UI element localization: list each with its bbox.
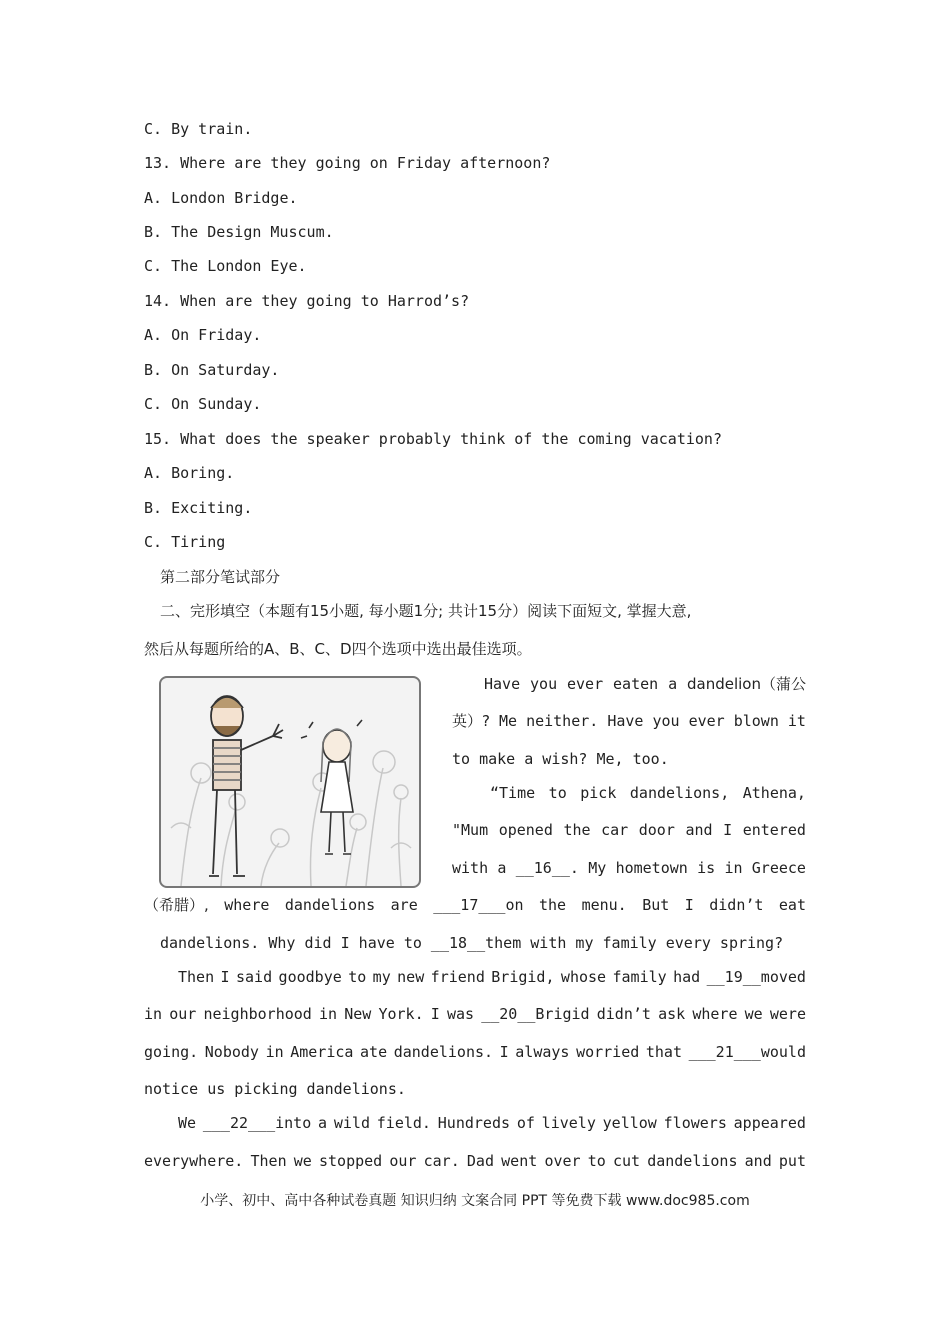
word: entered xyxy=(742,821,806,839)
word: （希腊）, xyxy=(144,896,209,914)
word: We xyxy=(178,1114,197,1132)
passage-line-2 xyxy=(452,711,806,731)
word: __16__. xyxy=(515,859,579,877)
word: opened xyxy=(498,821,553,839)
word: everywhere. xyxy=(144,1152,244,1170)
word: stopped xyxy=(319,1152,383,1170)
word: ___21___would xyxy=(688,1043,806,1061)
word: York. xyxy=(378,1005,424,1023)
passage-line-12: notice us picking dandelions. xyxy=(144,1080,406,1098)
word: car. xyxy=(423,1152,460,1170)
word: eat xyxy=(778,896,806,914)
word: Greece xyxy=(751,859,806,877)
word: goodbye xyxy=(278,968,342,986)
page-footer: 小学、初中、高中各种试卷真题 知识归纳 文案合同 PPT 等免费下载 www.doc985.com xyxy=(200,1193,750,1209)
passage-line-14 xyxy=(144,1151,806,1171)
q14-option-a: A. On Friday. xyxy=(144,326,262,344)
passage-line-13 xyxy=(178,1113,806,1133)
word: hometown xyxy=(615,859,688,877)
word: ___17___on xyxy=(433,896,524,914)
q14-option-c: C. On Sunday. xyxy=(144,395,262,413)
word: put xyxy=(778,1152,806,1170)
word: going. xyxy=(144,1043,199,1061)
passage-line-4 xyxy=(490,783,806,803)
word: didn’t xyxy=(596,1005,651,1023)
q14-question: 14. When are they going to Harrod’s? xyxy=(144,292,470,310)
word: pick xyxy=(580,784,617,802)
word: Nobody xyxy=(204,1043,259,1061)
word: door xyxy=(638,821,675,839)
word: ate xyxy=(360,1043,388,1061)
word: dandelions, xyxy=(629,784,730,802)
word: Have xyxy=(607,712,644,730)
word: I xyxy=(430,1005,440,1023)
word: to xyxy=(587,1152,606,1170)
passage-line-9 xyxy=(178,967,806,987)
q15-option-b: B. Exciting. xyxy=(144,499,253,517)
word: in xyxy=(319,1005,338,1023)
word: didn’t xyxy=(709,896,764,914)
word: lively xyxy=(541,1114,596,1132)
passage-line-11 xyxy=(144,1042,806,1062)
word: Hundreds xyxy=(437,1114,511,1132)
word: went xyxy=(501,1152,538,1170)
word: flowers xyxy=(663,1114,727,1132)
word: a xyxy=(318,1114,328,1132)
word: dandelions. xyxy=(393,1043,494,1061)
word: dandelions xyxy=(647,1152,738,1170)
part2-title: 第二部分笔试部分 xyxy=(160,568,281,586)
word: eaten xyxy=(613,675,659,693)
word: in xyxy=(265,1043,284,1061)
word: "Mum xyxy=(452,821,489,839)
word: ever xyxy=(688,712,725,730)
word: America xyxy=(290,1043,354,1061)
word: in xyxy=(724,859,743,877)
q13-option-c: C. The London Eye. xyxy=(144,257,307,275)
word: you xyxy=(652,712,680,730)
word: you xyxy=(530,675,558,693)
word: in xyxy=(144,1005,163,1023)
word: family xyxy=(612,968,667,986)
word: cut xyxy=(612,1152,641,1170)
passage-line-1 xyxy=(484,674,806,694)
word: our xyxy=(169,1005,197,1023)
word: was xyxy=(446,1005,475,1023)
word: neighborhood xyxy=(203,1005,312,1023)
word: ___22___into xyxy=(202,1114,312,1132)
section2-intro-line1: 二、完形填空（本题有15小题, 每小题1分; 共计15分）阅读下面短文, 掌握大意, xyxy=(160,602,692,620)
word: friend xyxy=(430,968,485,986)
word: appeared xyxy=(733,1114,806,1132)
word: to xyxy=(548,784,567,802)
word: that xyxy=(645,1043,682,1061)
word: ever xyxy=(567,675,604,693)
word: My xyxy=(588,859,607,877)
word: over xyxy=(544,1152,581,1170)
word: menu. xyxy=(581,896,627,914)
word: and xyxy=(685,821,713,839)
passage-line-5 xyxy=(452,820,806,840)
word: worried xyxy=(576,1043,640,1061)
passage-line-7 xyxy=(144,895,806,915)
word: __20__Brigid xyxy=(481,1005,590,1023)
word: my xyxy=(372,968,391,986)
word: a xyxy=(497,859,507,877)
illustration-drawing xyxy=(161,678,419,886)
word: blown xyxy=(733,712,779,730)
word: Me xyxy=(498,712,518,730)
q13-option-b: B. The Design Muscum. xyxy=(144,223,334,241)
word: wild xyxy=(333,1114,370,1132)
word: Brigid, xyxy=(491,968,555,986)
word: Dad xyxy=(466,1152,494,1170)
word: of xyxy=(516,1114,535,1132)
q15-question: 15. What does the speaker probably think of the coming vacation? xyxy=(144,430,722,448)
word: the xyxy=(563,821,591,839)
word: New xyxy=(344,1005,372,1023)
word: where xyxy=(224,896,270,914)
word: dandelions xyxy=(284,896,376,914)
word: our xyxy=(389,1152,417,1170)
word: whose xyxy=(560,968,607,986)
word: field. xyxy=(376,1114,431,1132)
q14-option-b: B. On Saturday. xyxy=(144,361,280,379)
q13-option-a: A. London Bridge. xyxy=(144,189,298,207)
word: __19__moved xyxy=(706,968,806,986)
word: is xyxy=(697,859,716,877)
q15-option-a: A. Boring. xyxy=(144,464,235,482)
q12-option-c: C. By train. xyxy=(144,120,253,138)
word: had xyxy=(673,968,701,986)
word: But xyxy=(642,896,670,914)
word: with xyxy=(452,859,489,877)
passage-line-6 xyxy=(452,858,806,878)
word: I xyxy=(220,968,230,986)
word: and xyxy=(744,1152,772,1170)
word: we xyxy=(293,1152,312,1170)
word: I xyxy=(684,896,694,914)
word: I xyxy=(723,821,733,839)
q13-question: 13. Where are they going on Friday afternoon? xyxy=(144,154,551,172)
word: the xyxy=(539,896,567,914)
section2-intro-line2: 然后从每题所给的A、B、C、D四个选项中选出最佳选项。 xyxy=(144,640,532,658)
word: said xyxy=(236,968,273,986)
q15-option-c: C. Tiring xyxy=(144,533,226,551)
word: we xyxy=(744,1005,763,1023)
word: ask xyxy=(658,1005,686,1023)
word: it xyxy=(787,712,806,730)
word: “Time xyxy=(490,784,536,802)
passage-line-3: to make a wish? Me, too. xyxy=(452,750,669,768)
passage-line-8: dandelions. Why did I have to __18__them with my family every spring? xyxy=(160,934,784,952)
word: dandelion（蒲公 xyxy=(686,675,806,693)
word: neither. xyxy=(526,712,599,730)
word: where xyxy=(692,1005,738,1023)
word: I xyxy=(499,1043,509,1061)
word: 英）? xyxy=(452,712,490,730)
word: new xyxy=(397,968,425,986)
word: car xyxy=(601,821,629,839)
passage-line-10 xyxy=(144,1004,806,1024)
word: Athena, xyxy=(742,784,806,802)
word: yellow xyxy=(602,1114,657,1132)
word: Then xyxy=(250,1152,287,1170)
illustration-man-and-girl xyxy=(159,676,421,888)
word: are xyxy=(390,896,418,914)
word: Then xyxy=(178,968,215,986)
word: a xyxy=(668,675,678,693)
word: always xyxy=(515,1043,570,1061)
word: Have xyxy=(484,675,521,693)
word: to xyxy=(348,968,367,986)
word: were xyxy=(769,1005,806,1023)
